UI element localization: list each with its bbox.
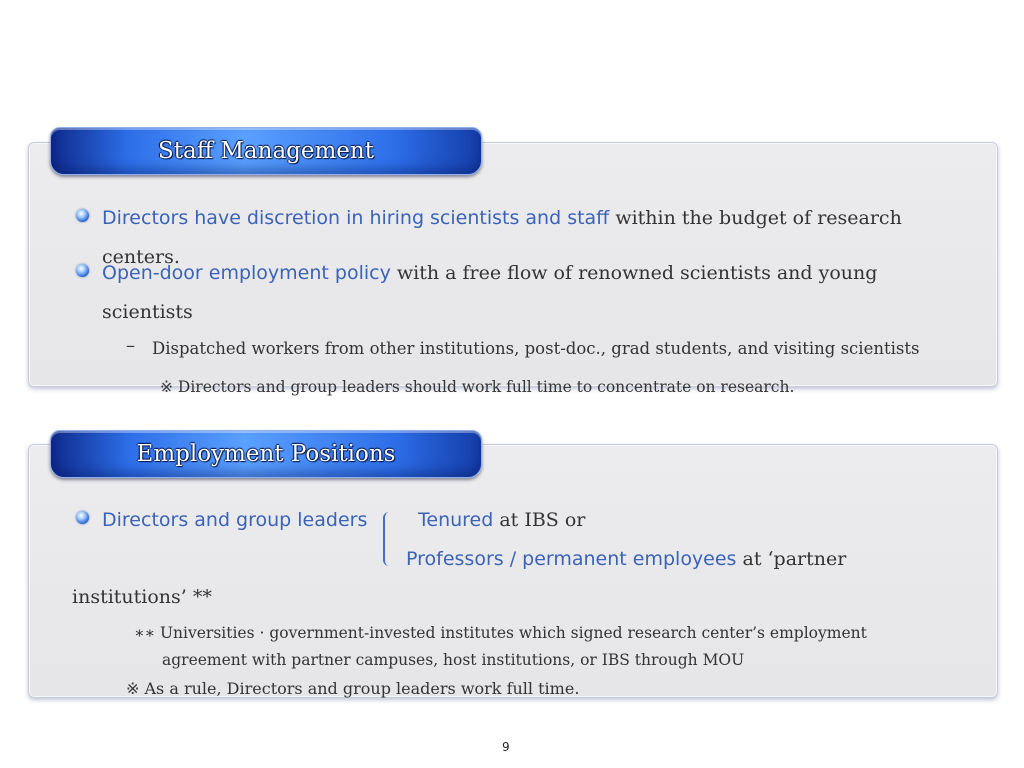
staff-sub-item: Dispatched workers from other institutions, post-doc., grad students, and visiting scientists	[152, 339, 920, 358]
bullet-icon	[76, 209, 89, 222]
employment-option-1	[418, 501, 585, 539]
staff-bullet-1	[102, 199, 902, 237]
staff-bullet-1-text: within the budget of research	[609, 207, 902, 229]
dash-marker: –	[126, 335, 135, 356]
employment-option-2	[406, 540, 846, 578]
employment-continuation: institutions’ **	[72, 586, 212, 608]
staff-bullet-2-continuation: scientists	[102, 301, 193, 323]
employment-footnote-line-1: ∗∗ Universities · government-invested institutes which signed research center’s employment	[134, 624, 867, 642]
staff-management-title: Staff Management	[158, 138, 374, 164]
page-number: 9	[502, 740, 510, 754]
bullet-icon	[76, 511, 89, 524]
staff-bullet-1-continuation: centers.	[102, 246, 180, 268]
employment-footnote-line-2: agreement with partner campuses, host institutions, or IBS through MOU	[162, 651, 745, 669]
employment-positions-header	[50, 430, 482, 478]
employment-positions-title: Employment Positions	[136, 441, 396, 467]
staff-bullet-1-highlight: Directors have discretion in hiring scientists and staff	[102, 207, 610, 229]
employment-option-1-text: at IBS or	[493, 509, 586, 531]
staff-bullet-2-highlight: Open-door employment policy	[102, 262, 391, 284]
employment-option-2-highlight: Professors / permanent employees	[406, 548, 737, 570]
brace-icon	[383, 512, 391, 566]
bullet-icon	[76, 264, 89, 277]
employment-bullet-label: Directors and group leaders	[102, 509, 368, 531]
employment-option-2-text: at ‘partner	[736, 548, 847, 570]
staff-management-header	[50, 127, 482, 175]
staff-note: ※ Directors and group leaders should work full time to concentrate on research.	[160, 378, 795, 396]
staff-bullet-2-text: with a free flow of renowned scientists and young	[390, 262, 878, 284]
employment-note: ※ As a rule, Directors and group leaders work full time.	[126, 679, 580, 698]
employment-option-1-highlight: Tenured	[418, 509, 494, 531]
staff-bullet-2	[102, 254, 877, 292]
